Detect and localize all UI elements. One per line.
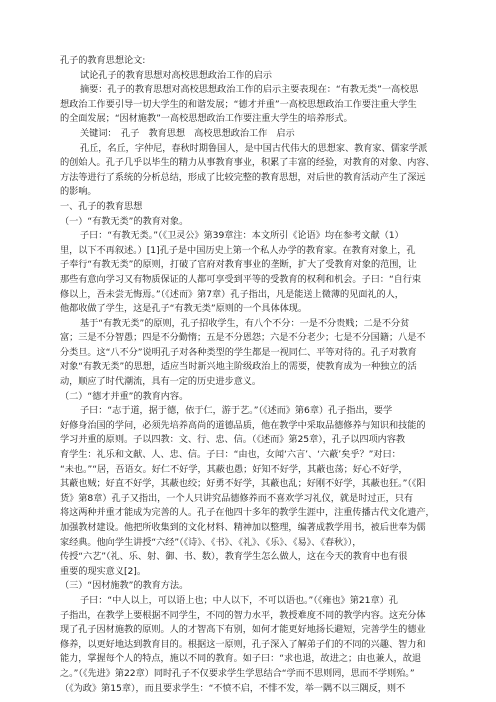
text-line: 里，以下不再叙述。）[1]孔子是中国历史上第一个私人办学的教育家。在教育对象上，孔 [60, 244, 416, 256]
text-line: 试论孔子的教育思想对高校思想政治工作的启示 [80, 69, 272, 81]
text-line: 其蔽也贼；好直不好学，其蔽也绞；好勇不好学，其蔽也乱；好刚不好学，其蔽也狂。”（《阳 [60, 478, 426, 490]
text-line: 关键词： 孔子 教育思想 高校思想政治工作 启示 [80, 127, 295, 139]
text-line: 富；三是不分智愚；四是不分勤惰；五是不分恩怨；六是不分老少；七是不分国籍；八是不 [60, 332, 426, 344]
text-line: 修养，以更好地达到教育目的。根据这一原则，孔子深入了解弟子们的不同的兴趣、智力和 [60, 638, 426, 650]
text-line: 孔子的教育思想论文: [60, 55, 146, 66]
text-line: 那些有意向学习又有物质保证的人都可享受到平等的受教育的权利和机会。子曰：“自行束 [60, 273, 422, 285]
text-line: 一、孔子的教育思想 [60, 200, 143, 212]
text-line: 的创始人。孔子几乎以毕生的精力从事教育事业，积累了丰富的经验，对教育的对象、内容、 [60, 157, 435, 169]
text-line: 分类旦。这“八不分”说明孔子对各种类型的学生都是一视同仁、平等对待的。孔子对教育 [60, 346, 417, 358]
text-line: 家经典。他向学生讲授“六经”（《诗》、《书》、《礼》、《乐》、《易》、《春秋》）， [60, 536, 362, 548]
text-line: 的全面发展；“因材施教”一高校思想政治工作要注重大学生的培养形式。 [60, 113, 353, 125]
text-line: （一）“有教无类”的教育对象。 [60, 215, 189, 227]
text-line: “未也。”“居，吾语女。好仁不好学，其蔽也愚；好知不好学，其蔽也荡；好心不好学， [60, 463, 408, 475]
text-line: 的影响。 [60, 186, 97, 198]
text-line: 好修身治国的学问，必须先培养高尚的道德品质，他在教学中采取品德修养与知识和技能的 [60, 419, 426, 431]
text-line: 子指出，在教学上要根据不同学生，不同的智力水平，教授难度不同的教学内容。这充分体 [60, 609, 426, 621]
text-line: 现了孔子因材施教的原则。人的才智高下有别，如何才能更好地扬长避短，完善学生的德业 [60, 624, 426, 636]
text-line: 子曰：“志于道，据于德，依于仁，游于艺。”（《述而》第6章）孔子指出，要学 [80, 405, 393, 417]
text-line: 子曰：“有教无类。”（《卫灵公》第39章注：本文所引《论语》均在参考文献（1） [80, 230, 404, 242]
text-line: 动，顺应了时代潮流，具有一定的历史进步意义。 [60, 376, 262, 388]
text-line: 能力，掌握每个人的特点，施以不同的教育。如子曰：“求也退，故进之；由也兼人，故退 [60, 653, 422, 665]
text-line: （《为政》第15章），而且要求学生：“不愤不启，不悱不发，举一隅不以三隅反，则不 [60, 682, 406, 694]
text-line: 传授“六艺”（礼、乐、射、御、书、数），教育学生怎么做人，这在今天的教育中也有很 [60, 551, 408, 563]
text-line: 育学生：礼乐和文献、人、忠、信。子曰：“由也，女闻‘六言’、‘六蔽’矣乎？”对曰： [60, 449, 401, 461]
text-line: 学习并重的原则。子以四教：文、行、忠、信。（《述而》第25章），孔子以四项内容教 [60, 434, 406, 446]
text-line: （三）“因材施教”的教育方法。 [60, 580, 189, 592]
text-line: 重要的现实意义[2]。 [60, 565, 146, 577]
text-line: 孔丘，名丘，字仲尼，春秋时期鲁国人，是中国古代伟大的思想家、教育家、儒家学派 [80, 142, 428, 154]
text-line: 他都收做了学生，这是孔子“有教无类”原则的一个具体体现。 [60, 303, 307, 315]
text-line: 对象“有教无类”的思想，适应当时新兴地主阶级政治上的需要，使教育成为一种独立的活 [60, 361, 417, 373]
text-line: 将这两种并重才能成为完善的人。孔子在他四十多年的教学生涯中，注重传播古代文化遗产， [60, 507, 435, 519]
text-line: 之。”（《先进》第22章）同时孔子不仅要求学生学思结合“学而不思则罔，思而不学则殆。” [60, 667, 415, 679]
text-line: 基于“有教无类”的原则，孔子招收学生，有八个不分：一是不分贵贱；二是不分贫 [80, 317, 410, 329]
text-line: 加强教材建设。他把所收集到的文化材料、精神加以整理，编著成教学用书，被后世奉为儒 [60, 522, 426, 533]
text-line: （二）“德才并重”的教育内容。 [60, 390, 189, 402]
text-line: 想政治工作要引导一切大学生的和谐发展；“德才并重”一高校思想政治工作要注重大学生 [60, 98, 417, 110]
text-line: 修以上，吾未尝无悔焉。”（《述而》第7章）孔子指出，凡是能送上微薄的见面礼的人， [60, 288, 404, 300]
text-line: 子奉行“有教无类”的原则，打破了官府对教育事业的垄断，扩大了受教育对象的范围，让 [60, 259, 417, 271]
text-line: 方法等进行了系统的分析总结，形成了比较完整的教育思想，对后世的教育活动产生了深远 [60, 171, 426, 183]
text-line: 货》第8章）孔子又指出，一个人只讲究品德修养而不喜欢学习礼仪，就是时过正，只有 [60, 492, 414, 504]
text-line: 摘要：孔子的教育思想对高校思想政治工作的启示主要表现在：“有教无类”一高校思 [80, 84, 419, 96]
text-line: 子曰：“中人以上，可以语上也；中人以下，不可以语也。”（《雍也》第21章）孔 [80, 594, 398, 606]
